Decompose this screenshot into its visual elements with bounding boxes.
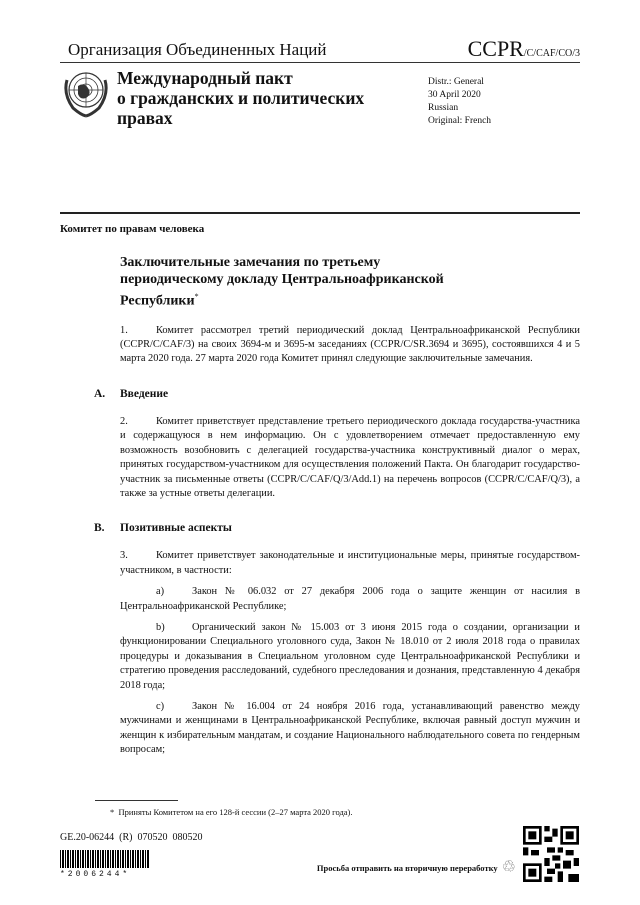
section-letter: A. <box>94 387 106 400</box>
barcode-icon <box>60 850 150 868</box>
paragraph-text: Комитет приветствует законодательные и институциональные меры, принятые государством-участником, в частности: <box>120 550 580 576</box>
subitem-c <box>120 700 580 758</box>
barcode-number: *2006244* <box>60 870 131 879</box>
subitem-a <box>120 585 580 614</box>
title-line: Международный пакт <box>117 68 293 88</box>
footnote-marker: * <box>110 807 115 817</box>
document-title-text: Заключительные замечания по третьему периодическому докладу Центральноафриканской Республики <box>120 255 444 309</box>
footnote-marker: * <box>194 292 199 301</box>
footnote-rule <box>95 800 178 801</box>
recycle-row <box>317 860 516 876</box>
document-title <box>120 254 460 310</box>
subitem-text: Органический закон № 15.003 от 3 июня 2015 года о создании, организации и функционировании Специального уголовного суда, Закон № 18.010 от 2 июля 2018 года о правилах процедуры и доказывания в Специальном уголовном суде Центральноафриканской Республики и стратегию проведения расследований, судебного преследования и дознания, представленную 4 декабря 2018 года; <box>120 621 580 691</box>
subitem-text: Закон № 16.004 от 24 ноября 2016 года, устанавливающий равенство между мужчинами и женщинами в Центральноафриканской Республике, включая равный доступ мужчин и женщин к избирательным мандатам, и создание Национального наблюдательного совета по гендерным вопросам; <box>120 700 580 756</box>
paragraph-number: 3. <box>120 550 128 562</box>
document-symbol <box>468 36 580 62</box>
subitem-label: c) <box>156 700 165 712</box>
language: Russian <box>428 103 459 113</box>
subitem-text: Закон № 06.032 от 27 декабря 2006 года о защите женщин от насилия в Центральноафриканской Республике; <box>120 586 580 612</box>
qr-code-icon <box>523 826 579 882</box>
title-line: о гражданских и политических <box>117 88 365 108</box>
title-rule <box>60 212 580 214</box>
section-heading-a <box>94 387 580 401</box>
committee-name: Комитет по правам человека <box>60 223 205 235</box>
header-rule <box>60 62 580 63</box>
subitem-label: a) <box>156 586 165 598</box>
organization-name: Организация Объединенных Наций <box>68 40 327 59</box>
footnote-text: Приняты Комитетом на его 128-й сессии (2–27 марта 2020 года). <box>118 807 353 817</box>
paragraph-number: 2. <box>120 415 128 427</box>
recycle-note: Просьба отправить на вторичную переработку <box>316 863 498 873</box>
treaty-title <box>117 68 364 128</box>
job-number: GE.20-06244 (R) 070520 080520 <box>60 832 203 843</box>
section-title: Позитивные аспекты <box>120 522 232 535</box>
distribution-info <box>428 76 491 128</box>
section-heading-b <box>94 521 580 535</box>
section-letter: B. <box>94 522 105 535</box>
distr: Distr.: General <box>428 77 484 87</box>
document-body <box>60 222 580 758</box>
paragraph-text: Комитет приветствует представление третьего периодического доклада государства-участника и содержащуюся в нем информацию. Он с удовлетворением отмечает предоставленную ему возможность возобновить с делегацией государства-участника конструктивный диалог о мерах, принятых государством-участником для осуществления положений Пакта. Он благодарит государство-участник за письменные ответы (CCPR/C/CAF/Q/3/Add.1) на перечень вопросов (CCPR/C/CAF/Q/3), а также за устные ответы делегации. <box>120 415 580 499</box>
subitem-label: b) <box>156 621 165 633</box>
symbol-suffix: /C/CAF/CO/3 <box>523 48 580 59</box>
section-title: Введение <box>120 387 169 400</box>
subitem-b <box>120 621 580 693</box>
paragraph-3 <box>120 549 580 578</box>
date: 30 April 2020 <box>428 90 481 100</box>
recycle-icon: ♲ <box>501 859 516 876</box>
original-language: Original: French <box>428 116 492 126</box>
paragraph-text: Комитет рассмотрел третий периодический доклад Центральноафриканской Республики (CCPR/C/CAF/3) на своих 3694-м и 3695-м заседаниях (CCPR/C/SR.3694 и 3695), состоявшихся 4 и 5 марта 2020 года. 27 марта 2020 года Комитет принял следующие заключительные замечания. <box>120 324 580 365</box>
title-line: правах <box>117 108 173 128</box>
footnote <box>110 807 353 817</box>
paragraph-2 <box>120 415 580 501</box>
paragraph-1 <box>120 324 580 367</box>
paragraph-number: 1. <box>120 324 128 336</box>
symbol-main: CCPR <box>467 36 524 61</box>
un-emblem-icon <box>62 66 110 118</box>
